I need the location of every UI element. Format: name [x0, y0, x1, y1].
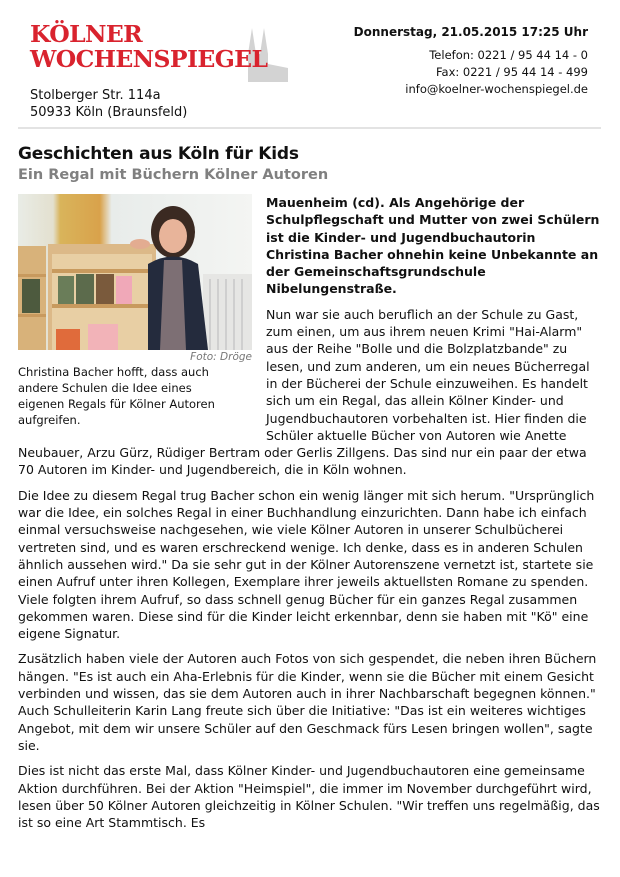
newspaper-logo	[30, 22, 290, 84]
article-lead: Mauenheim (cd). Als Angehörige der Schulpflegschaft und Mutter von zwei Schülern ist die Kinder- und Jugendbuchautorin Christina Bacher ohnehin keine Unbekannte an der Gemeinschaftsgrundschule Nibelungenstraße.	[266, 195, 600, 297]
article-body	[18, 194, 602, 839]
publish-date: Donnerstag, 21.05.2015 17:25 Uhr	[353, 25, 588, 39]
address-city: 50933 Köln (Braunsfeld)	[30, 105, 188, 120]
article-title: Geschichten aus Köln für Kids	[18, 144, 299, 164]
contact-phone: Telefon: 0221 / 95 44 14 - 0	[429, 48, 588, 62]
logo-line-2: WOCHENSPIEGEL	[30, 45, 268, 73]
header-divider	[18, 127, 601, 129]
header-meta	[354, 24, 588, 98]
publisher-address	[30, 87, 187, 121]
photo-caption: Christina Bacher hofft, dass auch andere Schulen die Idee eines eigenen Regals für Kölner Autoren aufgreifen.	[18, 365, 215, 427]
article-subtitle: Ein Regal mit Büchern Kölner Autoren	[18, 167, 329, 183]
article-paragraph: Dies ist nicht das erste Mal, dass Kölner Kinder- und Jugendbuchautoren eine gemeinsame Aktion durchführen. Bei der Aktion "Heimspiel", die immer im November durchgeführt wird, lesen über 50 Kölner Autoren gleichzeitig in Kölner Schulen. "Wir treffen uns regelmäßig, das ist so eine Art Stammtisch. Es	[18, 763, 600, 831]
address-street: Stolberger Str. 114a	[30, 88, 161, 103]
figure-spacer	[18, 194, 266, 431]
article-paragraph: Zusätzlich haben viele der Autoren auch Fotos von sich gespendet, die neben ihren Büchern hängen. "Es ist auch ein Aha-Erlebnis für die Kinder, wenn sie die Bücher mit einem Gesicht verbinden und wissen, das sie dem Autoren auch in ihrer Nachbarschaft begegnen können." Auch Schulleiterin Karin Lang freute sich über die Initiative: "Das ist ein weiteres wichtiges Angebot, mit dem wir unsere Schüler auf den Geschmack fürs Lesen bringen wollen", sagte sie.	[18, 651, 597, 753]
logo-line-1: KÖLNER	[30, 20, 143, 48]
article-paragraph: Nun war sie auch beruflich an der Schule zu Gast, zum einen, um aus ihrem neuen Krimi "Hai-Alarm" aus der Reihe "Bolle und die Bolzplatzbande" zu lesen, und zum anderen, um ein neues Bücherregal in der Bücherei der Schule einzuweihen. Es handelt sich um ein Regal, das allein Kölner Kinder- und Jugendbuchautoren vorbehalten ist. Hier finden die Schüler aktuelle Bücher von Autoren wie Anette Neubauer, Arzu Gürz, Rüdiger Bertram oder Gerlis Zillgens. Das sind nur ein paar der etwa 70 Autoren im Kinder- und Jugendbereich, die in Köln wohnen.	[18, 306, 590, 478]
contact-email[interactable]: info@koelner-wochenspiegel.de	[405, 82, 588, 96]
photo-credit: Foto: Dröge	[190, 351, 252, 363]
article-paragraph: Die Idee zu diesem Regal trug Bacher schon ein wenig länger mit sich herum. "Ursprünglich war die Idee, ein solches Regal in einer Buchhandlung einzurichten. Dann habe ich einfach einmal versuchsweise nachgesehen, wie viele Kölner Autoren in unserer Schulbücherei vertreten sind, und es waren erschreckend wenige. Ich denke, dass es in anderen Schulen ähnlich aussehen wird." Da sie sehr gut in der Kölner Autorenszene vernetzt ist, startete sie einen Aufruf unter ihren Kollegen, Exemplare ihrer jeweils aktuellsten Romane zu spenden. Viele folgten ihrem Aufruf, so dass schnell genug Bücher für ein ganzes Regal zusammen gekommen waren. Diese sind für die Kinder leicht erkennbar, denn sie haben mit "Kö" eine eigene Signatur.	[18, 487, 595, 642]
contact-fax: Fax: 0221 / 95 44 14 - 499	[435, 65, 588, 79]
